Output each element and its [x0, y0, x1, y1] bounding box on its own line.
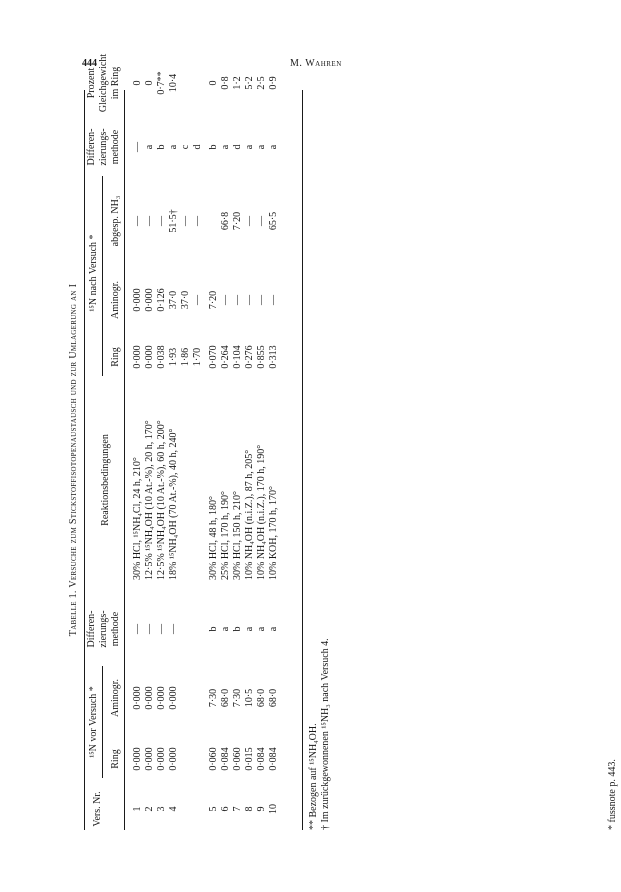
- header-nh3: abgesp. NH₃: [110, 195, 121, 247]
- table-cell-nh3: —: [244, 216, 255, 226]
- table-cell-diff2: b: [208, 144, 219, 150]
- table-cell-diff: a: [244, 626, 255, 632]
- page-footnote: * fussnote p. 443.: [607, 759, 618, 830]
- table-cell-diff2: a: [144, 144, 155, 150]
- table-cell-diff2: d: [192, 144, 203, 150]
- table-cell-pct: 0·7**: [156, 71, 167, 95]
- table-cell-diff2: b: [156, 144, 167, 150]
- table-cell-ring2: 0·855: [256, 345, 267, 369]
- table-cell-nh3: 51·5†: [168, 209, 179, 233]
- footnote-2: † Im zurückgewonnenen ¹⁵NH₃ nach Versuch 4.: [320, 638, 331, 830]
- table-cell-diff2: a: [256, 144, 267, 150]
- table-cell-nh3: —: [132, 216, 143, 226]
- table-cell-nr: 3: [156, 806, 167, 812]
- table-cell-nh3: —: [180, 216, 191, 226]
- table-cell-nr: 4: [168, 806, 179, 812]
- table-cell-cond: 10% KOH, 170 h, 170°: [268, 486, 279, 580]
- footnote-1: ** Bezogen auf ¹⁵NH₄OH.: [308, 723, 319, 830]
- table-cell-diff2: a: [268, 144, 279, 150]
- table-cell-diff2: a: [244, 144, 255, 150]
- table-cell-amino2: 37·0: [168, 290, 179, 310]
- table-cell-pct: 5·2: [244, 76, 255, 90]
- table-cell-ring2: 0·000: [132, 345, 143, 369]
- table-cell-cond: 12·5% ¹⁵NH₄OH (10 At.-%), 20 h, 170°: [144, 420, 155, 580]
- table-cell-ring2: 0·038: [156, 345, 167, 369]
- table-cell-ring: 0·015: [244, 747, 255, 771]
- table-cell-nr: 7: [232, 806, 243, 812]
- table-cell-amino: 0·000: [168, 686, 179, 710]
- table-cell-nr: 9: [256, 806, 267, 812]
- header-aminogr: Aminogr.: [110, 678, 121, 718]
- table-cell-amino: 68·0: [256, 688, 267, 708]
- header-rule: [124, 90, 125, 830]
- table-cell-diff2: c: [180, 144, 191, 150]
- table-cell-ring: 0·084: [220, 747, 231, 771]
- header-aminogr-2: Aminogr.: [110, 280, 121, 320]
- table-cell-amino2: —: [244, 295, 255, 305]
- table-cell-diff: —: [168, 624, 179, 634]
- table-cell-ring2: 0·000: [144, 345, 155, 369]
- table-cell-ring: 0·084: [268, 747, 279, 771]
- bottom-rule: [302, 90, 303, 830]
- table-cell-amino2: —: [192, 295, 203, 305]
- header-ring: Ring: [110, 749, 121, 769]
- table-cell-diff: a: [220, 626, 231, 632]
- table-cell-nh3: 7·20: [232, 211, 243, 231]
- running-head: M. Wahren: [290, 58, 342, 69]
- table-cell-diff: b: [208, 626, 219, 632]
- table-cell-amino2: 37·0: [180, 290, 191, 310]
- table-cell-amino: 0·000: [144, 686, 155, 710]
- table-cell-amino: 7·30: [208, 688, 219, 708]
- table-cell-pct: 0·8: [220, 76, 231, 90]
- header-diff-method-2: Differen- zierungs- methode: [86, 128, 121, 166]
- table-cell-diff2: a: [168, 144, 179, 150]
- table-cell-nh3: —: [144, 216, 155, 226]
- table-cell-amino: 10·5: [244, 688, 255, 708]
- table-cell-nr: 2: [144, 806, 155, 812]
- table-cell-diff: a: [268, 626, 279, 632]
- table-cell-diff2: —: [132, 142, 143, 152]
- top-rule: [84, 90, 85, 830]
- table-cell-ring: 0·000: [144, 747, 155, 771]
- table-cell-ring2: 0·276: [244, 345, 255, 369]
- table-cell-amino2: 0·000: [132, 288, 143, 312]
- table-cell-amino2: —: [220, 295, 231, 305]
- table-cell-pct: 1·2: [232, 76, 243, 90]
- table-cell-ring2: 1·70: [192, 347, 203, 367]
- table-cell-amino: 68·0: [268, 688, 279, 708]
- table-cell-ring: 0·060: [232, 747, 243, 771]
- table-cell-pct: 0: [144, 80, 155, 86]
- table-cell-diff: —: [156, 624, 167, 634]
- table-cell-cond: 30% HCl, ¹⁵NH₄Cl, 24 h, 210°: [132, 457, 143, 580]
- header-before-group: ¹⁵N vor Versuch *: [88, 686, 99, 758]
- table-cell-cond: 12·5% ¹⁵NH₄OH (10 At.-%), 60 h, 200°: [156, 420, 167, 580]
- table-cell-ring: 0·000: [168, 747, 179, 771]
- table-cell-nr: 10: [268, 804, 279, 814]
- header-ring-2: Ring: [110, 347, 121, 367]
- header-diff-method-1: Differen- zierungs- methode: [86, 610, 121, 648]
- table-cell-amino2: —: [256, 295, 267, 305]
- table-cell-diff2: d: [232, 144, 243, 150]
- table-cell-diff: —: [144, 624, 155, 634]
- table-cell-nh3: 66·8: [220, 211, 231, 231]
- table-cell-ring2: 1·93: [168, 347, 179, 367]
- table-cell-amino: 7·30: [232, 688, 243, 708]
- table-cell-diff: —: [132, 624, 143, 634]
- table-cell-nh3: —: [192, 216, 203, 226]
- table-cell-amino2: —: [268, 295, 279, 305]
- table-cell-amino: 0·000: [132, 686, 143, 710]
- table-caption: Tabelle 1. Versuche zum Stickstoffisotopenaustausch und zur Umlagerung an I: [68, 283, 79, 637]
- table-cell-ring2: 0·264: [220, 345, 231, 369]
- table-cell-ring: 0·084: [256, 747, 267, 771]
- header-after-rule: [102, 176, 103, 376]
- header-conditions: Reaktionsbedingungen: [100, 434, 111, 526]
- table-cell-nh3: —: [256, 216, 267, 226]
- table-cell-diff2: a: [220, 144, 231, 150]
- table-cell-amino2: 0·126: [156, 288, 167, 312]
- table-cell-pct: 2·5: [256, 76, 267, 90]
- page-number: 444: [82, 58, 97, 69]
- table-cell-pct: 0: [208, 80, 219, 86]
- table-cell-cond: 10% NH₄OH (n.i.Z.), 87 h, 205°: [244, 449, 255, 580]
- table-cell-cond: 30% HCl, 150 h, 210°: [232, 491, 243, 580]
- table-cell-pct: 0: [132, 80, 143, 86]
- table-cell-ring2: 0·313: [268, 345, 279, 369]
- table-cell-pct: 10·4: [168, 73, 179, 93]
- header-percent: Prozent Gleichgewicht im Ring: [86, 53, 121, 113]
- table-cell-ring: 0·000: [132, 747, 143, 771]
- table-cell-amino2: —: [232, 295, 243, 305]
- table-cell-ring2: 1·86: [180, 347, 191, 367]
- table-cell-diff: a: [256, 626, 267, 632]
- table-cell-amino2: 0·000: [144, 288, 155, 312]
- header-after-group: ¹⁵N nach Versuch *: [88, 234, 99, 312]
- header-before-rule: [102, 666, 103, 778]
- table-cell-cond: 25% HCl, 170 h, 190°: [220, 491, 231, 580]
- table-cell-nr: 6: [220, 806, 231, 812]
- table-cell-ring2: 0·104: [232, 345, 243, 369]
- table-cell-cond: 30% HCl, 48 h, 180°: [208, 496, 219, 580]
- table-cell-diff: b: [232, 626, 243, 632]
- table-cell-nh3: —: [156, 216, 167, 226]
- table-cell-ring: 0·060: [208, 747, 219, 771]
- table-cell-amino: 68·0: [220, 688, 231, 708]
- table-cell-cond: 10% NH₄OH (n.i.Z.), 170 h, 190°: [256, 444, 267, 580]
- header-vers: Vers. Nr.: [92, 791, 103, 827]
- table-cell-nh3: 65·5: [268, 211, 279, 231]
- table-cell-amino: 0·000: [156, 686, 167, 710]
- table-cell-nr: 5: [208, 806, 219, 812]
- table-cell-amino2: 7·20: [208, 290, 219, 310]
- table-cell-ring2: 0·070: [208, 345, 219, 369]
- table-cell-pct: 0·9: [268, 76, 279, 90]
- table-cell-cond: 18% ¹⁵NH₄OH (70 At.-%), 40 h, 240°: [168, 428, 179, 580]
- table-cell-nr: 1: [132, 806, 143, 812]
- table-cell-nr: 8: [244, 806, 255, 812]
- table-cell-ring: 0·000: [156, 747, 167, 771]
